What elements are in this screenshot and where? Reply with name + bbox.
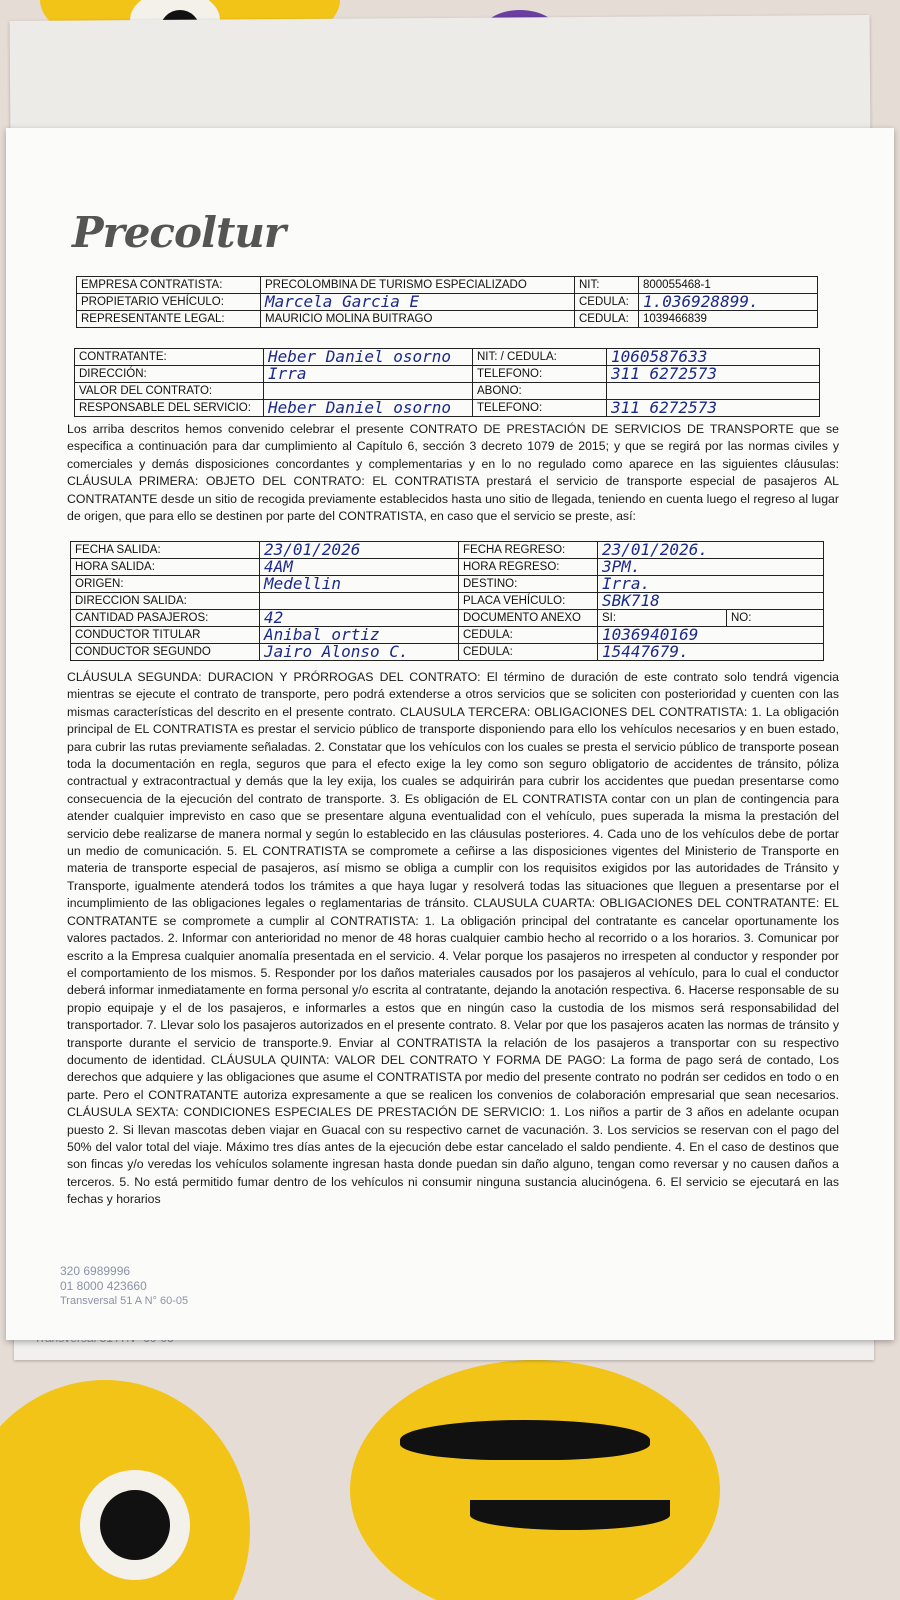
value-cedula: 1.036928899.	[639, 294, 818, 311]
value-telefono: 311 6272573	[607, 400, 820, 417]
label-propietario: PROPIETARIO VEHÍCULO:	[77, 294, 261, 311]
value-origen: Medellin	[260, 576, 459, 593]
value-propietario: Marcela Garcia E	[261, 294, 575, 311]
value-anexo-no: NO:	[727, 610, 824, 627]
label-cedula: CEDULA:	[575, 294, 639, 311]
label-representante: REPRESENTANTE LEGAL:	[77, 311, 261, 328]
table-row	[71, 627, 824, 644]
back-sheet-top	[10, 15, 871, 141]
value-hora-salida: 4AM	[260, 559, 459, 576]
trip-table	[70, 541, 824, 661]
label-placa: PLACA VEHÍCULO:	[459, 593, 598, 610]
value-direccion-salida	[260, 593, 459, 610]
company-table	[76, 276, 818, 328]
label-cedula: CEDULA:	[575, 311, 639, 328]
emoji-mouth	[470, 1500, 670, 1530]
footer-phone-mobile: 320 6989996	[60, 1264, 131, 1278]
label-origen: ORIGEN:	[71, 576, 260, 593]
label-conductor-titular: CONDUCTOR TITULAR	[71, 627, 260, 644]
value-nit: 800055468-1	[639, 277, 818, 294]
value-conductor-segundo: Jairo Alonso C.	[260, 644, 459, 661]
value-contratante: Heber Daniel osorno	[264, 349, 473, 366]
value-nit-cedula: 1060587633	[607, 349, 820, 366]
table-row	[77, 311, 818, 328]
intro-paragraph: Los arriba descritos hemos convenido celebrar el presente CONTRATO DE PRESTACIÓN DE SERVICIOS DE TRANSPORTE que se especifica a continuación para dar cumplimiento al Capítulo 6, sección 3 decreto 1079 de 2015; y que se regirá por las normas civiles y comerciales y demás disposiciones concordantes y complementarias y en lo no regulado como aparece en las siguientes cláusulas: CLÁUSULA PRIMERA: OBJETO DEL CONTRATO: EL CONTRATISTA prestará el servicio de transporte especial de pasajeros AL CONTRATANTE desde un sitio de recogida previamente establecidos hasta uno sitio de llegada, teniendo en cuenta luego el regreso al lugar de origen, que para ello se destinen por parte del CONTRATISTA, en caso que el servicio se preste, así:	[67, 422, 839, 524]
value-representante: MAURICIO MOLINA BUITRAGO	[261, 311, 575, 328]
value-valor	[264, 383, 473, 400]
label-direccion: DIRECCIÓN:	[75, 366, 264, 383]
client-table	[74, 348, 820, 417]
label-hora-salida: HORA SALIDA:	[71, 559, 260, 576]
value-cedula-segundo: 15447679.	[598, 644, 824, 661]
label-direccion-salida: DIRECCION SALIDA:	[71, 593, 260, 610]
label-abono: ABONO:	[473, 383, 607, 400]
value-direccion: Irra	[264, 366, 473, 383]
label-cedula-titular: CEDULA:	[459, 627, 598, 644]
value-cedula-titular: 1036940169	[598, 627, 824, 644]
table-row	[71, 644, 824, 661]
footer-phone-line: 01 8000 423660	[60, 1279, 147, 1293]
value-cedula: 1039466839	[639, 311, 818, 328]
page-footer	[60, 1264, 188, 1306]
clauses-paragraph: CLÁUSULA SEGUNDA: DURACION Y PRÓRROGAS DEL CONTRATO: El término de duración de este contrato solo tendrá vigencia mientras se ejecute el contrato de transporte, pero podrá extenderse a otros servicios que se soliciten con posterioridad y cuenten con las mismas características del descrito en el presente contrato. CLAUSULA TERCERA: OBLIGACIONES DEL CONTRATISTA: 1. La obligación principal de EL CONTRATISTA es prestar el servicio público de transporte disponiendo para ello los vehículos necesarios y en buen estado, para cubrir las rutas previamente señaladas. 2. Constatar que los vehículos con los cuales se presta el servicio público de transporte posean toda la documentación en regla, seguros que para el efecto exige la ley como son seguro obligatorio de accidentes de tránsito, póliza contractual y extracontractual y demás que la ley exija, los cuales se adquirirán para cubrir los accidentes que puedan presentarse como consecuencia de la ejecución del contrato de transporte. 3. Es obligación de EL CONTRATISTA contar con un plan de contingencia para atender cualquier imprevisto en caso que se presentare alguna eventualidad con el vehículo, pues superada la misma la prestación del servicio debe realizarse de manera normal y según lo establecido en las cláusulas posteriores. 4. Cada uno de los vehículos debe de portar un medio de comunicación. 5. EL CONTRATISTA se compromete a ceñirse a las disposiciones vigentes del Ministerio de Transporte en materia de transporte especial de pasajeros, así mismo se obliga a cumplir con los requisitos exigidos por las autoridades de Tránsito y Transporte, igualmente atenderá todos los trámites a que haya lugar y resolverá todas las situaciones que lleguen a presentarse por el incumplimiento de las obligaciones legales o reglamentarias de tránsito. CLAUSULA CUARTA: OBLIGACIONES DEL CONTRATANTE: EL CONTRATANTE se compromete a cumplir al CONTRATISTA: 1. La obligación principal del contratante es cancelar oportunamente los valores pactados. 2. Informar con anterioridad no menor de 48 horas cualquier cambio hecho al recorrido o a los horarios. 3. Comunicar por escrito a la Empresa cualquier anomalía presentada en el servicio. 4. Velar porque los pasajeros no irrespeten al conductor y responder por el comportamiento de los mismos. 5. Responder por los daños materiales causados por los pasajeros al vehículo, para lo cual el conductor deberá informar inmediatamente en forma personal y/o escrita al contratante, dejando la anotación respectiva. 6. Hacerse responsable de su propio equipaje y el de los pasajeros, e informarles a estos que en ningún caso la custodia de los mismos será responsabilidad del transportador. 7. Llevar solo los pasajeros autorizados en el presente contrato. 8. Velar por que los pasajeros acaten las normas de tránsito y transporte durante el servicio de transporte.9. Enviar al CONTRATISTA la relación de los pasajeros a transportar con su respectivo documento de identidad. CLÁUSULA QUINTA: VALOR DEL CONTRATO Y FORMA DE PAGO: La forma de pago será de contado, Los derechos que adquiere y las obligaciones que asume el CONTRATISTA por medio del presente contrato no podrán ser cedidos en todo o en parte. Pero el CONTRATANTE autoriza expresamente a que se realicen los convenios de colaboración empresarial que sean necesarios. CLÁUSULA SEXTA: CONDICIONES ESPECIALES DE PRESTACIÓN DE SERVICIO: 1. Los niños a partir de 3 años en adelante ocupan puesto 2. Si llevan mascotas deben viajar en Guacal con su respectivo carnet de vacunación. 3. Los servicios se reservan con el pago del 50% del valor total del viaje. Máximo tres días antes de la ejecución debe estar cancelado el saldo pendiente. 4. En el caso de destinos que son fincas y/o veredas los vehículos solamente ingresan hasta donde puedan sin daño alguno, tengan como reversar y no causen daños a terceros. 5. No está permitido fumar dentro de los vehículos ni consumir ninguna sustancia alucinógena. 6. El servicio se ejecutará en las fechas y horarios	[67, 670, 839, 1207]
table-row	[71, 610, 824, 627]
label-cedula-segundo: CEDULA:	[459, 644, 598, 661]
label-telefono: TELEFONO:	[473, 366, 607, 383]
value-destino: Irra.	[598, 576, 824, 593]
label-empresa: EMPRESA CONTRATISTA:	[77, 277, 261, 294]
value-hora-regreso: 3PM.	[598, 559, 824, 576]
value-responsable: Heber Daniel osorno	[264, 400, 473, 417]
table-row	[75, 366, 820, 383]
value-conductor-titular: Anibal ortiz	[260, 627, 459, 644]
label-conductor-segundo: CONDUCTOR SEGUNDO	[71, 644, 260, 661]
footer-address: Transversal 51 A N° 60-05	[60, 1295, 189, 1306]
label-destino: DESTINO:	[459, 576, 598, 593]
label-contratante: CONTRATANTE:	[75, 349, 264, 366]
company-logo: Precoltur	[72, 208, 286, 257]
value-fecha-regreso: 23/01/2026.	[598, 542, 824, 559]
value-placa: SBK718	[598, 593, 824, 610]
emoji-eye	[400, 1420, 650, 1460]
label-fecha-regreso: FECHA REGRESO:	[459, 542, 598, 559]
table-row	[75, 349, 820, 366]
emoji-face-bottom-center	[350, 1360, 720, 1600]
label-nit-cedula: NIT: / CEDULA:	[473, 349, 607, 366]
table-row	[75, 400, 820, 417]
label-cantidad-pasajeros: CANTIDAD PASAJEROS:	[71, 610, 260, 627]
table-row	[77, 294, 818, 311]
value-fecha-salida: 23/01/2026	[260, 542, 459, 559]
table-row	[71, 559, 824, 576]
value-cantidad-pasajeros: 42	[260, 610, 459, 627]
emoji-eye	[100, 1490, 170, 1560]
label-telefono: TELEFONO:	[473, 400, 607, 417]
label-valor: VALOR DEL CONTRATO:	[75, 383, 264, 400]
value-empresa: PRECOLOMBINA DE TURISMO ESPECIALIZADO	[261, 277, 575, 294]
value-anexo-si: SI:	[598, 610, 727, 627]
value-telefono: 311 6272573	[607, 366, 820, 383]
table-row	[71, 542, 824, 559]
value-abono	[607, 383, 820, 400]
label-documento-anexo: DOCUMENTO ANEXO	[459, 610, 598, 627]
table-row	[71, 576, 824, 593]
table-row	[71, 593, 824, 610]
label-responsable: RESPONSABLE DEL SERVICIO:	[75, 400, 264, 417]
label-nit: NIT:	[575, 277, 639, 294]
label-hora-regreso: HORA REGRESO:	[459, 559, 598, 576]
table-row	[75, 383, 820, 400]
table-row	[77, 277, 818, 294]
label-fecha-salida: FECHA SALIDA:	[71, 542, 260, 559]
